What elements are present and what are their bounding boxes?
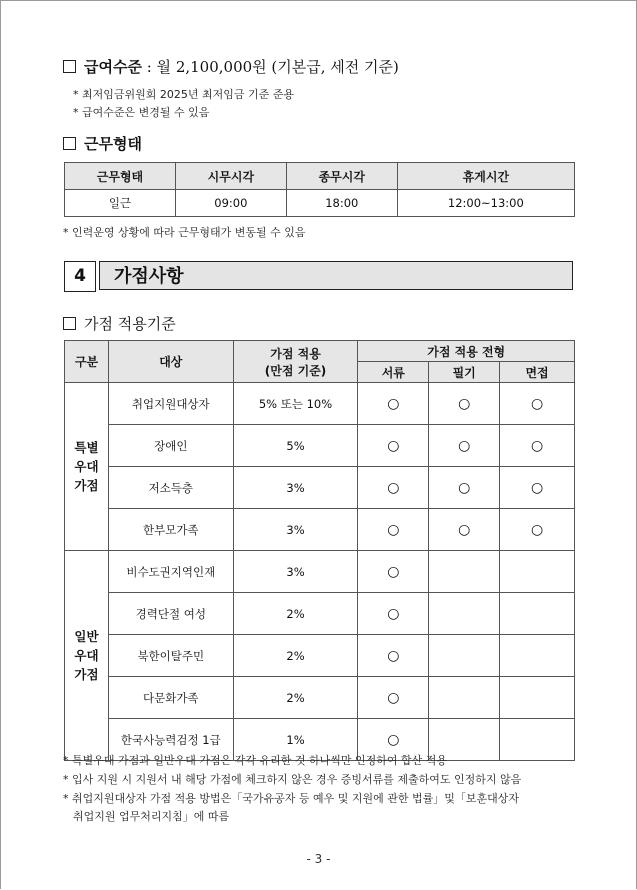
mark-cell — [500, 551, 575, 593]
mark-cell: ○ — [358, 593, 429, 635]
section-number: 4 — [64, 261, 96, 292]
table-cell: 18:00 — [286, 190, 397, 217]
work-table — [64, 162, 575, 217]
mark-cell — [429, 677, 500, 719]
mark-cell: ○ — [500, 467, 575, 509]
bonus-note-3: * 취업지원대상자 가점 적용 방법은「국가유공자 등 예우 및 지원에 관한 법률」및「보훈대상자 — [63, 792, 519, 805]
mark-cell — [500, 593, 575, 635]
mark-cell — [500, 635, 575, 677]
category-text: 가점 — [74, 667, 99, 682]
table-header-row — [65, 341, 575, 362]
table-row — [65, 190, 575, 217]
mark-cell: ○ — [429, 383, 500, 425]
mark-cell: ○ — [358, 509, 429, 551]
points-cell: 3% — [233, 509, 358, 551]
category-text: 가점 — [74, 478, 99, 493]
work-heading — [63, 133, 142, 154]
target-cell: 비수도권지역인재 — [108, 551, 233, 593]
table-row — [65, 467, 575, 509]
points-cell: 3% — [233, 551, 358, 593]
bonus-note-2: * 입사 지원 시 지원서 내 해당 가점에 체크하지 않은 경우 증빙서류를 제출하여도 인정하지 않음 — [63, 773, 522, 786]
table-cell: 일근 — [65, 190, 176, 217]
header-stage-written: 필기 — [429, 362, 500, 383]
target-cell: 한부모가족 — [108, 509, 233, 551]
points-cell: 2% — [233, 635, 358, 677]
work-note: * 인력운영 상황에 따라 근무형태가 변동될 수 있음 — [63, 226, 306, 239]
category-general — [65, 551, 109, 761]
target-cell: 한국사능력검정 1급 — [108, 719, 233, 761]
section-title: 가점사항 — [99, 261, 573, 290]
header-apply — [233, 341, 358, 383]
mark-cell: ○ — [358, 551, 429, 593]
mark-cell — [429, 635, 500, 677]
salary-value: : 월 2,100,000원 (기본급, 세전 기준) — [141, 58, 399, 76]
header-cell: 휴게시간 — [397, 163, 574, 190]
mark-cell: ○ — [358, 425, 429, 467]
page-number: - 3 - — [306, 852, 331, 866]
mark-cell: ○ — [500, 509, 575, 551]
mark-cell: ○ — [500, 425, 575, 467]
mark-cell: ○ — [358, 635, 429, 677]
points-cell: 3% — [233, 467, 358, 509]
bonus-table — [64, 340, 575, 761]
table-row — [65, 593, 575, 635]
mark-cell: ○ — [500, 383, 575, 425]
target-cell: 취업지원대상자 — [108, 383, 233, 425]
target-cell: 다문화가족 — [108, 677, 233, 719]
table-cell: 12:00~13:00 — [397, 190, 574, 217]
checkbox-icon — [63, 60, 76, 73]
points-cell: 5% 또는 10% — [233, 383, 358, 425]
category-text: 우대 — [74, 648, 99, 663]
category-text: 일반 — [74, 629, 99, 644]
category-text: 특별 — [74, 440, 99, 455]
header-cell: 근무형태 — [65, 163, 176, 190]
mark-cell — [500, 719, 575, 761]
bonus-heading — [63, 313, 176, 334]
mark-cell — [429, 593, 500, 635]
mark-cell — [500, 677, 575, 719]
mark-cell: ○ — [429, 467, 500, 509]
bonus-label: 가점 적용기준 — [84, 315, 176, 333]
header-stage: 가점 적용 전형 — [358, 341, 575, 362]
mark-cell: ○ — [429, 425, 500, 467]
target-cell: 장애인 — [108, 425, 233, 467]
mark-cell: ○ — [429, 509, 500, 551]
header-stage-doc: 서류 — [358, 362, 429, 383]
target-cell: 북한이탈주민 — [108, 635, 233, 677]
header-target: 대상 — [108, 341, 233, 383]
header-apply-line2: (만점 기준) — [264, 363, 327, 378]
checkbox-icon — [63, 137, 76, 150]
points-cell: 2% — [233, 593, 358, 635]
table-cell: 09:00 — [175, 190, 286, 217]
points-cell: 5% — [233, 425, 358, 467]
table-row — [65, 509, 575, 551]
table-row — [65, 383, 575, 425]
bonus-note-1: * 특별우대 가점과 일반우대 가점은 각각 유리한 것 하나씩만 인정하여 합산 적용 — [63, 754, 447, 767]
mark-cell: ○ — [358, 677, 429, 719]
salary-label: 급여수준 — [84, 58, 142, 76]
target-cell: 저소득층 — [108, 467, 233, 509]
mark-cell — [429, 551, 500, 593]
header-apply-line1: 가점 적용 — [270, 346, 321, 361]
salary-note-2: * 급여수준은 변경될 수 있음 — [73, 106, 210, 119]
salary-heading — [63, 56, 399, 77]
mark-cell: ○ — [358, 719, 429, 761]
table-row — [65, 677, 575, 719]
points-cell: 2% — [233, 677, 358, 719]
mark-cell: ○ — [358, 383, 429, 425]
header-stage-interview: 면접 — [500, 362, 575, 383]
work-label: 근무형태 — [84, 135, 142, 153]
table-row — [65, 551, 575, 593]
checkbox-icon — [63, 317, 76, 330]
header-cell: 종무시각 — [286, 163, 397, 190]
bonus-note-4: 취업지원 업무처리지침」에 따름 — [73, 810, 230, 823]
table-row — [65, 425, 575, 467]
points-cell: 1% — [233, 719, 358, 761]
section-heading — [64, 261, 574, 292]
mark-cell: ○ — [358, 467, 429, 509]
table-header-row — [65, 163, 575, 190]
category-text: 우대 — [74, 459, 99, 474]
table-row — [65, 635, 575, 677]
target-cell: 경력단절 여성 — [108, 593, 233, 635]
salary-note-1: * 최저임금위원회 2025년 최저임금 기준 준용 — [73, 88, 294, 101]
category-special — [65, 383, 109, 551]
header-category: 구분 — [65, 341, 109, 383]
header-cell: 시무시각 — [175, 163, 286, 190]
